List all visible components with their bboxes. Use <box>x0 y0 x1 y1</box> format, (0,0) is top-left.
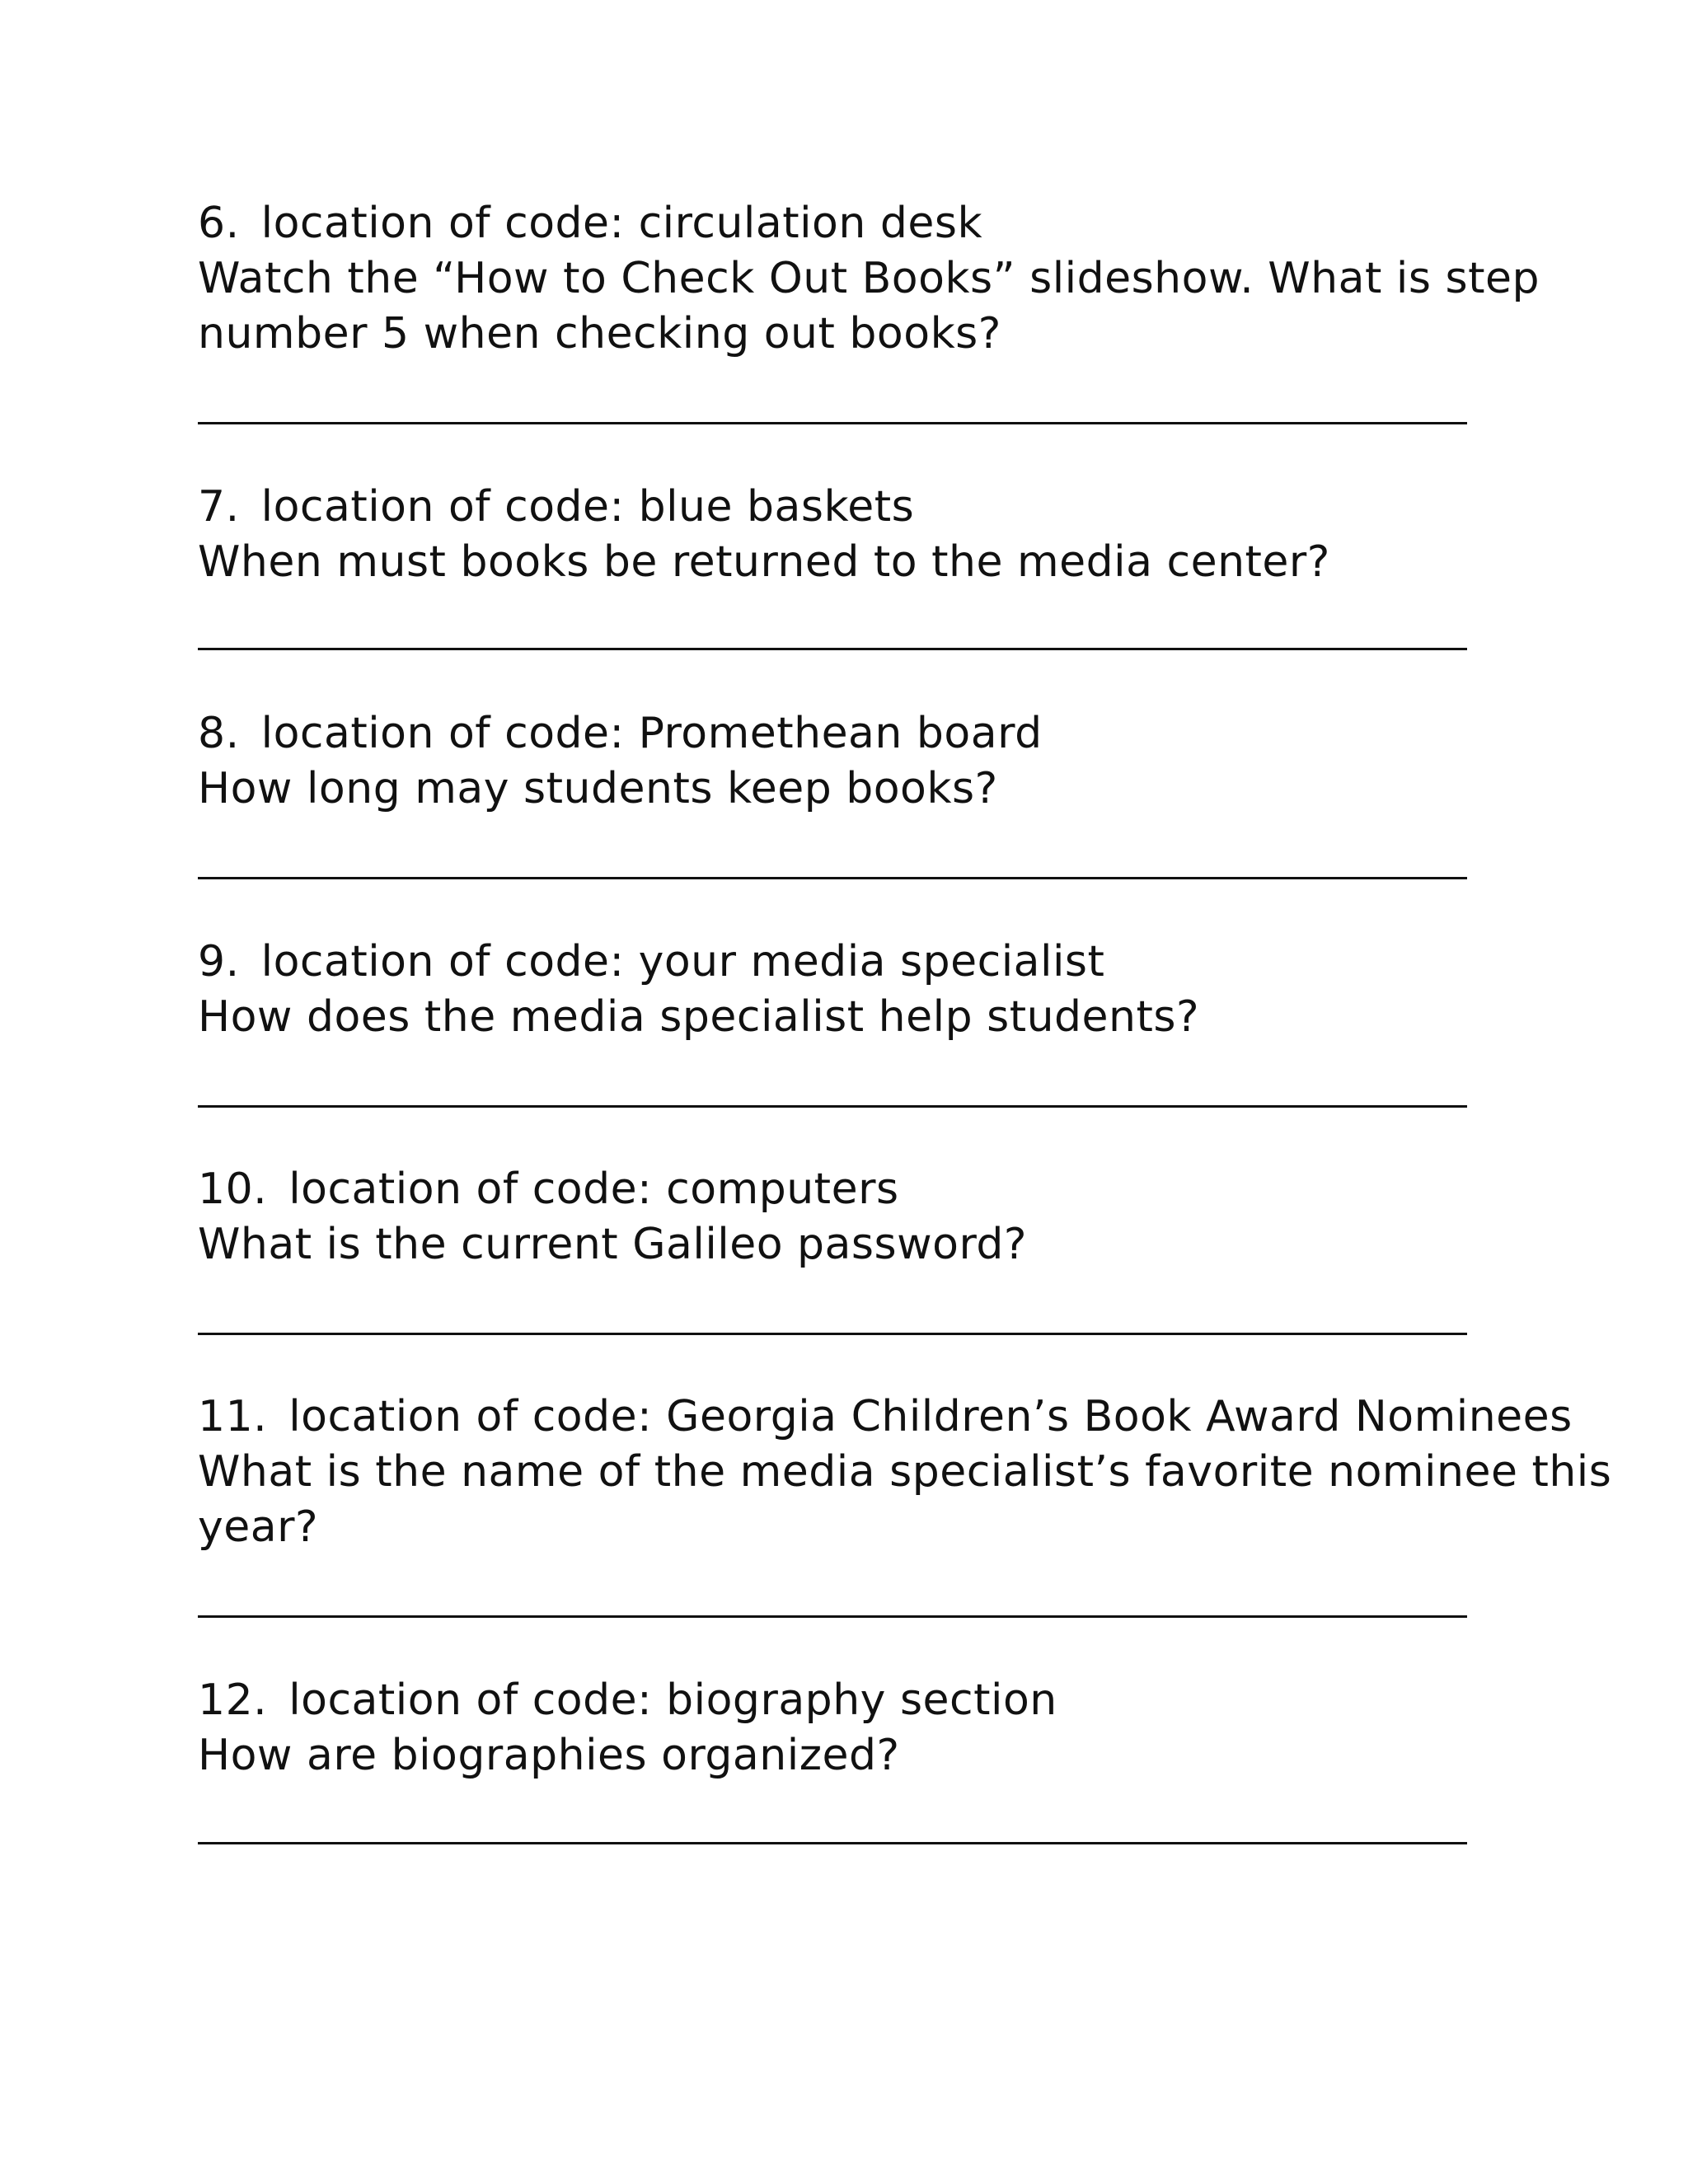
answer-line[interactable] <box>198 648 1467 650</box>
location-text: location of code: your media specialist <box>260 937 1105 987</box>
question-9 <box>198 935 1467 1045</box>
question-12-location-line <box>198 1673 1467 1728</box>
question-11-location-line <box>198 1390 1573 1445</box>
question-10 <box>198 1162 1467 1272</box>
answer-line[interactable] <box>198 1842 1467 1844</box>
answer-line[interactable] <box>198 1333 1467 1335</box>
question-number: 11. <box>198 1392 268 1441</box>
question-9-location-line <box>198 935 1467 990</box>
question-7-location-line <box>198 480 1467 535</box>
question-6-location-line <box>198 196 1467 251</box>
question-text: How are biographies organized? <box>198 1731 900 1780</box>
location-text: location of code: Promethean board <box>260 709 1043 758</box>
question-7 <box>198 480 1467 590</box>
location-text: location of code: computers <box>288 1165 899 1214</box>
question-8 <box>198 706 1467 817</box>
location-text: location of code: biography section <box>288 1675 1057 1725</box>
question-number: 8. <box>198 709 240 758</box>
question-number: 6. <box>198 199 240 248</box>
answer-line[interactable] <box>198 422 1467 424</box>
question-text: How long may students keep books? <box>198 764 998 813</box>
question-text: What is the name of the media specialist’s favorite nominee this <box>198 1447 1612 1497</box>
question-number: 7. <box>198 482 240 532</box>
question-8-location-line <box>198 706 1467 762</box>
question-text: What is the current Galileo password? <box>198 1220 1028 1269</box>
question-text: How does the media specialist help students? <box>198 992 1200 1042</box>
question-number: 10. <box>198 1165 268 1214</box>
question-12 <box>198 1673 1467 1783</box>
question-6 <box>198 196 1540 362</box>
question-text: Watch the “How to Check Out Books” slideshow. What is step <box>198 254 1540 303</box>
location-text: location of code: blue baskets <box>260 482 915 532</box>
question-number: 12. <box>198 1675 268 1725</box>
answer-line[interactable] <box>198 877 1467 879</box>
question-text: When must books be returned to the media center? <box>198 537 1330 587</box>
question-text: number 5 when checking out books? <box>198 309 1001 359</box>
answer-line[interactable] <box>198 1105 1467 1108</box>
answer-line[interactable] <box>198 1615 1467 1618</box>
question-number: 9. <box>198 937 240 987</box>
question-text: year? <box>198 1502 319 1552</box>
location-text: location of code: circulation desk <box>260 199 983 248</box>
location-text: location of code: Georgia Children’s Book Award Nominees <box>288 1392 1573 1441</box>
question-11 <box>198 1390 1612 1555</box>
question-10-location-line <box>198 1162 1467 1217</box>
